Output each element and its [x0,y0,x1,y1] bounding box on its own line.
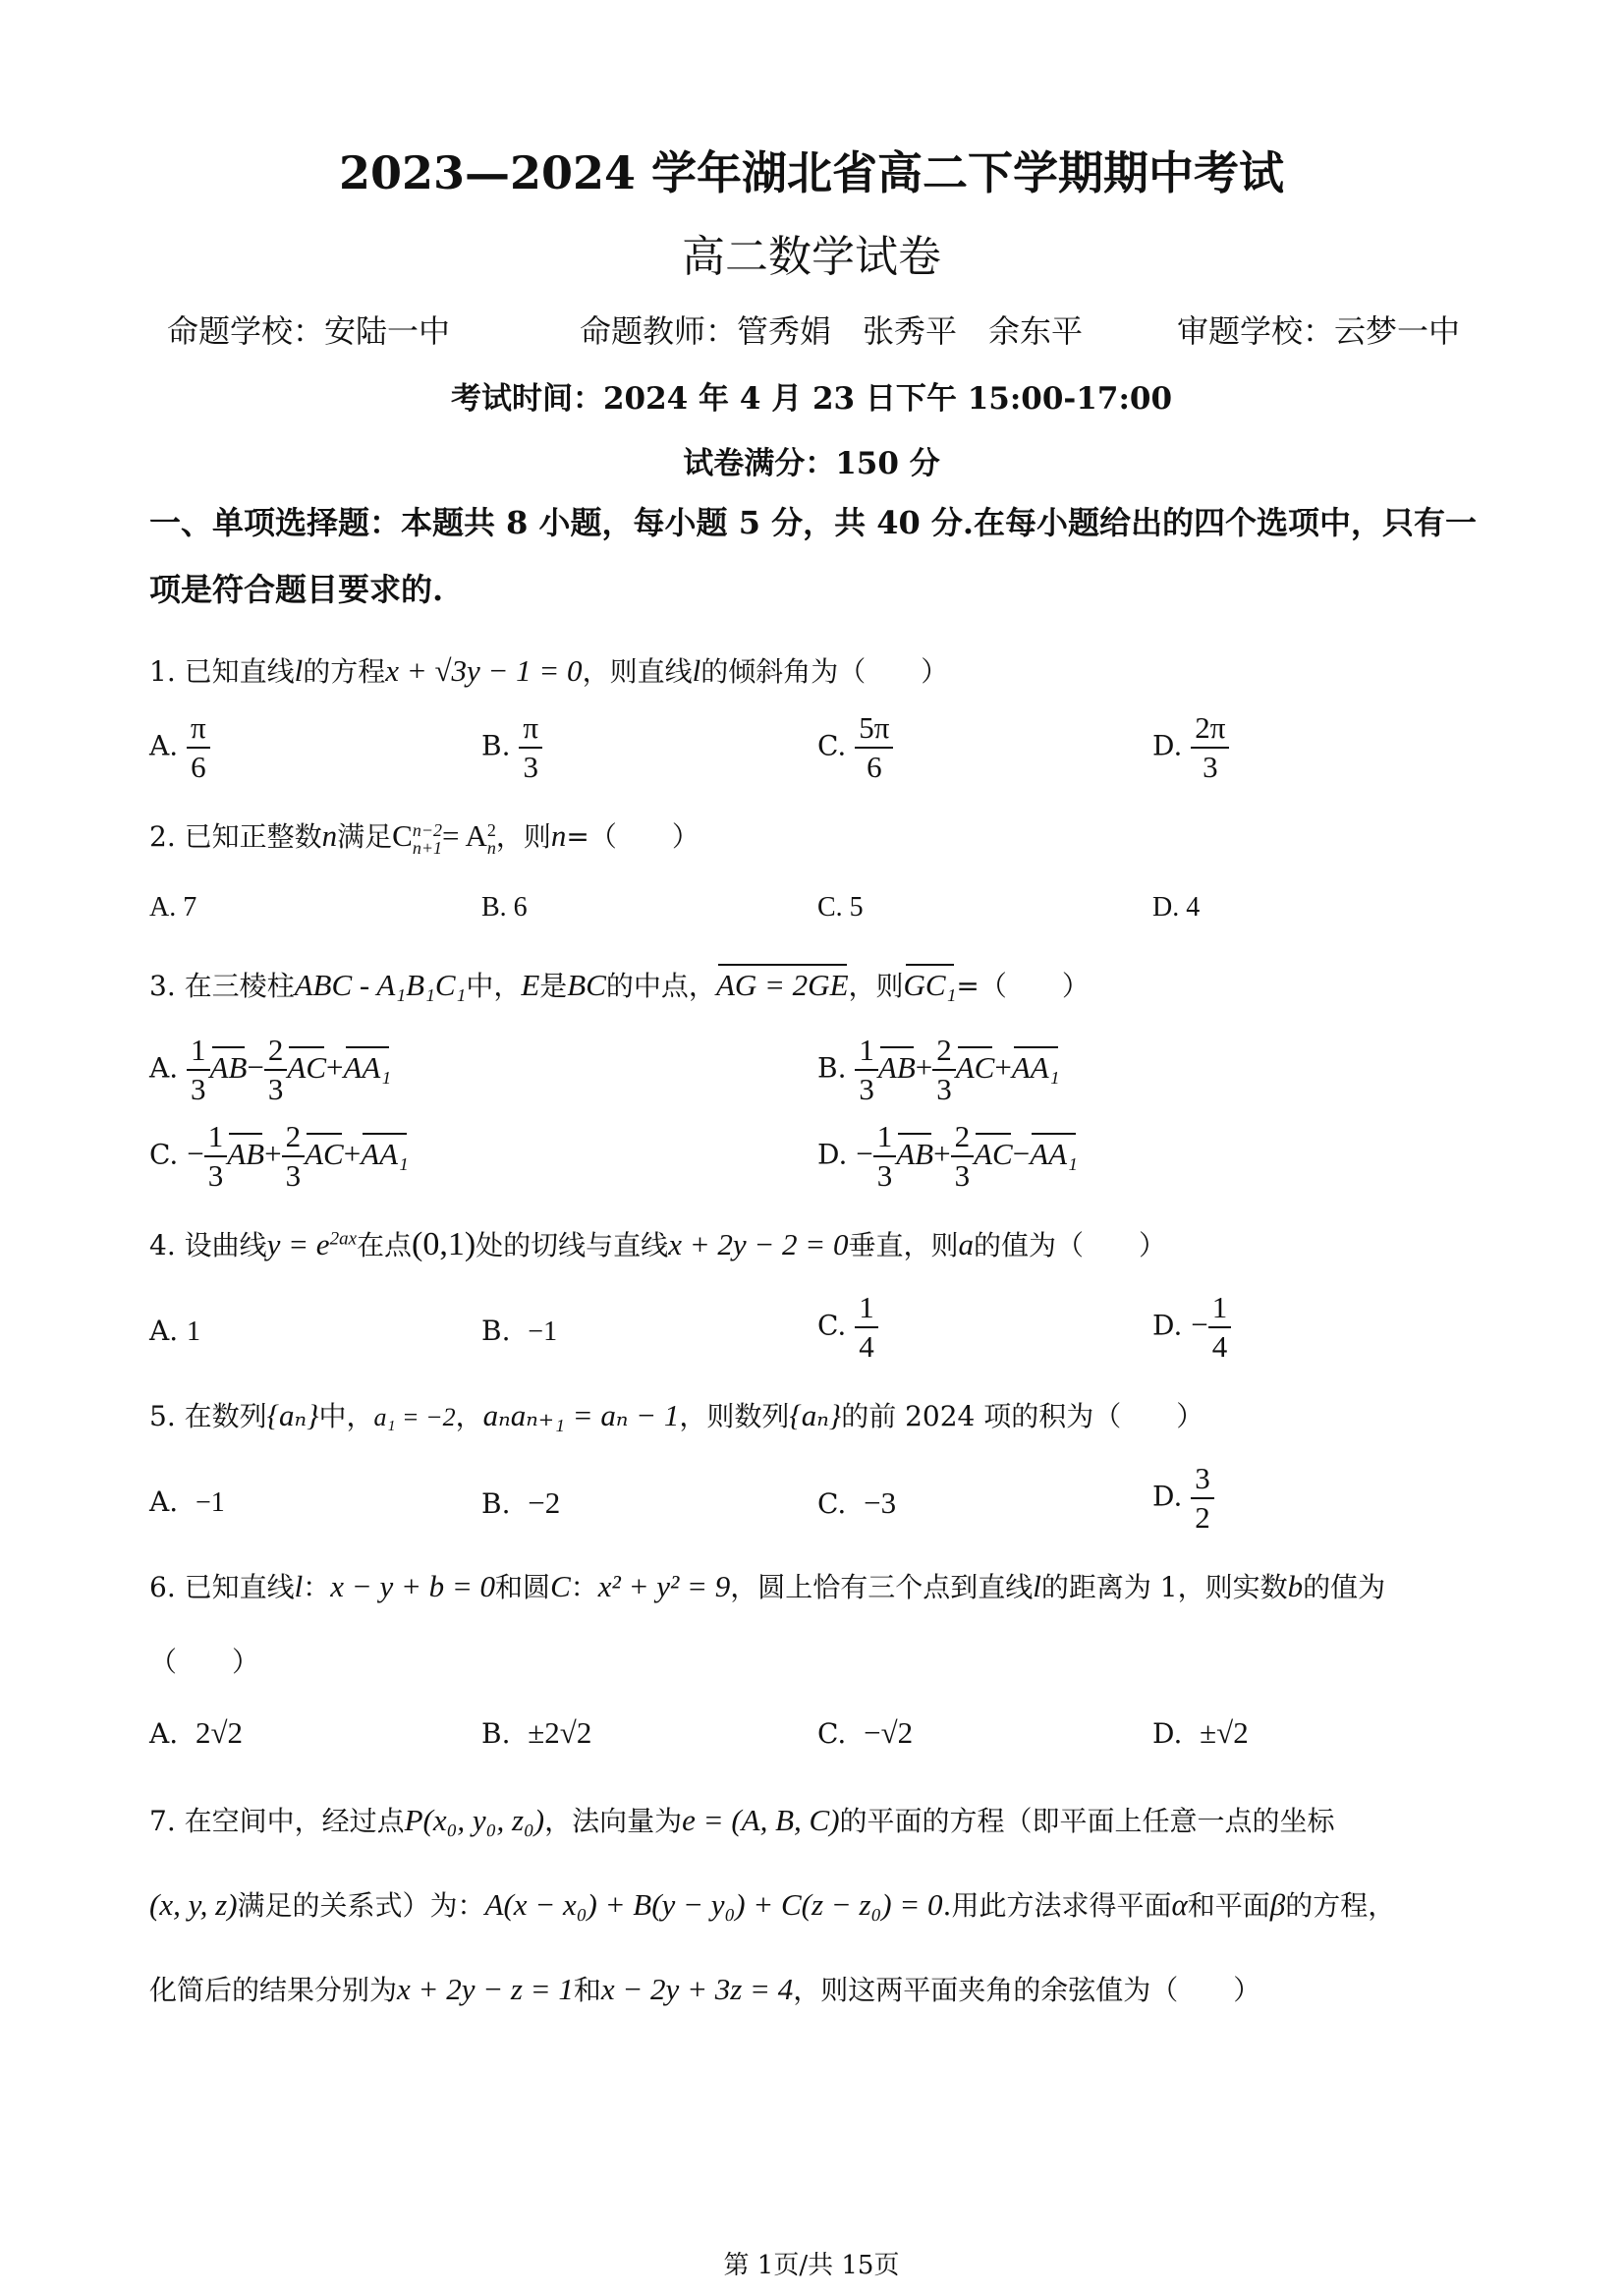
numerator: 1 [855,1289,878,1328]
option-fraction [519,709,542,786]
q7-text-1a: 7. 在空间中，经过点 [149,1805,405,1837]
q6-suffix2: 的距离为 1，则实数 [1040,1571,1288,1603]
paper-subtitle: 高二数学试卷 [682,232,941,282]
question-4 [149,1224,1166,1263]
q3-mid4: ，则 [848,970,904,1002]
q2-option-b: B. 6 [481,892,528,923]
numerator: 1 [204,1118,228,1157]
q5-suffix2: 的前 2024 项的积为（ ） [841,1400,1204,1432]
q1-option-d [1152,709,1229,786]
option-value: ±2√2 [528,1715,592,1750]
q6-option-b [481,1715,591,1751]
vector-ab: AB [896,1136,934,1171]
option-letter: C. [817,1487,847,1520]
q7-plane-2: x − 2y + 3z = 4 [600,1972,794,2006]
setting-school: 命题学校：安陆一中 [167,312,451,350]
q1-prefix: 1. 已知直线 [149,655,295,688]
q1-option-b [481,709,542,786]
option-letter: B. [481,729,511,762]
option-fraction [1191,1460,1214,1537]
operator: + [994,1049,1012,1085]
denominator: 3 [954,1158,971,1193]
option-letter: B. [481,1717,511,1750]
option-letter: A. [149,1315,179,1347]
option-coef-1 [204,1118,228,1195]
option-sign: − [187,1136,204,1171]
q2-comb: C [392,818,413,853]
option-letter: B. [817,1051,847,1085]
q5-option-d [1152,1460,1214,1537]
numerator: 5π [855,709,893,749]
operator: + [264,1136,282,1171]
numerator: π [187,709,210,749]
q2-mid: 满足 [337,820,393,853]
numerator: 1 [187,1032,210,1071]
q7-normal-vector: e = (A, B, C) [682,1803,840,1837]
vector-aa1: AA₁ [1030,1136,1078,1171]
denominator: 3 [859,1072,874,1106]
q5-sep: ， [455,1400,483,1432]
page-number: 第 1页/共 15页 [723,2251,900,2280]
q1-suffix: ，则直线 [582,655,693,688]
numerator: 2 [282,1118,306,1157]
q4-mid: 在点 [357,1229,413,1261]
q3-mid2: 是 [539,970,568,1002]
option-value: ±√2 [1200,1715,1249,1750]
option-sign: − [856,1136,873,1171]
question-7-line-3 [149,1969,1260,2008]
operator: − [1012,1136,1031,1171]
q7-text-2b: .用此方法求得平面 [942,1889,1172,1922]
q2-sub: n+1 [412,837,442,858]
denominator: 3 [1203,750,1218,784]
option-fraction [1208,1289,1232,1366]
question-5 [149,1395,1203,1434]
vector-ab: AB [209,1049,248,1085]
q2-option-a: A. 7 [149,892,197,923]
vector-ab: AB [227,1136,265,1171]
q7-plane-equation: A(x − x₀) + B(y − y₀) + C(z − z₀) = 0 [484,1887,943,1922]
denominator: 4 [1211,1329,1228,1364]
option-letter: A. [149,729,179,762]
q2-sup: n−2 [412,819,442,840]
q2-sub2: n [486,837,496,858]
denominator: 3 [207,1158,224,1193]
q3-option-d [817,1118,1078,1195]
denominator: 3 [285,1158,302,1193]
q6-suffix3: 的值为 [1303,1571,1386,1603]
q2-perm: = A [441,818,487,853]
option-letter: C. [149,1138,179,1171]
q5-sequence-2: {aₙ} [789,1398,842,1432]
q7-beta: β [1269,1887,1286,1922]
vector-ab: AB [877,1049,916,1085]
q4-point: (0,1) [412,1226,476,1262]
q4-prefix: 4. 设曲线 [149,1229,267,1261]
question-1 [149,650,948,690]
option-coef-1 [187,1032,210,1108]
option-letter: B. [481,1487,511,1520]
numerator: 2 [951,1118,975,1157]
denominator: 3 [523,750,538,784]
exam-time: 考试时间：2024 年 4 月 23 日下午 15:00-17:00 [450,381,1173,417]
operator: + [915,1049,933,1085]
q4-option-d [1152,1289,1231,1366]
q5-option-b [481,1485,560,1521]
denominator: 3 [267,1072,284,1106]
q3-prism: ABC - A₁B₁C₁ [294,968,467,1002]
q6-option-c [817,1715,913,1751]
numerator: 1 [1208,1289,1232,1328]
denominator: 6 [867,750,882,784]
option-coef-2 [264,1032,288,1108]
option-letter: D. [1152,1480,1183,1513]
q7-plane-1: x + 2y − z = 1 [397,1972,574,2006]
q3-option-c [149,1118,409,1195]
q4-exponent: 2ax [329,1228,357,1250]
q2-var-n-2: n [550,818,567,853]
q5-a1: a₁ = −2 [373,1403,456,1431]
q1-option-a [149,709,210,786]
q1-var-l-2: l [692,653,701,688]
option-letter: C. [817,1309,847,1342]
option-fraction [187,709,210,786]
q6-prefix: 6. 已知直线 [149,1571,295,1603]
q7-text-3c: ，则这两平面夹角的余弦值为（ ） [793,1974,1261,2006]
option-fraction [1191,709,1229,786]
q3-vector-gc1: GC₁ [903,968,957,1002]
q6-answer-paren: （ ） [149,1646,260,1678]
q6-mid: 和圆 [495,1571,551,1603]
option-letter: D. [817,1138,848,1171]
q7-text-3b: 和 [573,1974,601,2006]
q2-var-n: n [321,818,338,853]
denominator: 3 [936,1072,952,1106]
q4-mid2: 处的切线与直线 [476,1229,669,1261]
q4-option-c [817,1289,878,1366]
option-sign: − [1191,1307,1208,1342]
option-letter: D. [1152,729,1183,762]
q6-suffix: ，圆上恰有三个点到直线 [730,1571,1034,1603]
q5-option-c [817,1485,896,1521]
q4-curve: y = e [266,1227,330,1261]
denominator: 3 [191,1072,206,1106]
question-7-line-1 [149,1800,1335,1839]
q6-option-d [1152,1715,1249,1751]
option-value: −√2 [864,1715,914,1750]
q3-option-a [149,1032,391,1108]
full-score: 试卷满分：150 分 [683,446,940,481]
q2-sup2: 2 [486,819,496,840]
q6-circle: x² + y² = 9 [597,1569,731,1603]
q2-prefix: 2. 已知正整数 [149,820,322,853]
q7-text-2c: 和平面 [1187,1889,1270,1922]
option-letter: A. [149,1485,179,1518]
q2-suffix2: =（ ） [566,820,700,853]
exam-title: 2023—2024 学年湖北省高二下学期期中考试 [338,146,1285,199]
q3-suffix: =（ ） [956,970,1090,1002]
denominator: 4 [859,1329,874,1364]
q7-xyz: (x, y, z) [149,1887,238,1922]
q4-suffix: 垂直，则 [848,1229,959,1261]
q6-line: x − y + b = 0 [330,1569,496,1603]
q4-suffix2: 的值为（ ） [973,1229,1166,1261]
q3-vector-relation: AG = 2GE [715,968,849,1002]
q2-option-c: C. 5 [817,892,864,923]
vector-aa1: AA₁ [361,1136,409,1171]
q5-sequence: {aₙ} [266,1398,319,1432]
q5-mid: 中， [318,1400,374,1432]
q2-suffix: ，则 [495,820,551,853]
option-letter: C. [817,729,847,762]
q3-mid3: 的中点， [605,970,716,1002]
vector-ac: AC [955,1049,995,1085]
option-value: 2√2 [195,1715,243,1750]
q7-text-1b: ，法向量为 [544,1805,683,1837]
vector-aa1: AA₁ [343,1049,392,1085]
numerator: 2 [264,1032,288,1071]
q7-text-2a: 满足的关系式）为： [237,1889,485,1922]
option-coef-2 [282,1118,306,1195]
numerator: 3 [1191,1460,1214,1499]
q1-equation: x + √3y − 1 = 0 [385,653,583,688]
q4-line: x + 2y − 2 = 0 [668,1227,849,1261]
vector-ac: AC [305,1136,344,1171]
q4-option-b [481,1315,557,1348]
option-letter: D. [1152,1309,1183,1342]
q3-prefix: 3. 在三棱柱 [149,970,295,1002]
q5-relation: aₙaₙ₊₁ = aₙ − 1 [482,1398,680,1432]
q1-mid: 的方程 [303,655,386,688]
q3-mid: 中， [466,970,522,1002]
vector-ac: AC [974,1136,1013,1171]
q1-option-c [817,709,893,786]
question-3 [149,965,1090,1004]
denominator: 2 [1195,1500,1210,1535]
q7-text-1c: 的平面的方程（即平面上任意一点的坐标 [839,1805,1335,1837]
operator: − [247,1049,264,1085]
q1-var-l: l [294,653,304,688]
question-2 [149,815,700,857]
option-coef-1 [873,1118,897,1195]
option-value: −1 [195,1487,225,1518]
denominator: 3 [876,1158,893,1193]
q3-var-e: E [521,968,540,1002]
option-fraction [855,709,893,786]
operator: + [933,1136,951,1171]
q6-colon: ： [303,1571,331,1603]
q7-text-2d: 的方程， [1285,1889,1396,1922]
q2-perm-indices [487,821,496,857]
vector-aa1: AA₁ [1011,1049,1060,1085]
option-letter: B. [481,1315,511,1347]
q3-option-b [817,1032,1060,1108]
operator: + [343,1136,362,1171]
q4-var-a: a [958,1227,974,1261]
q2-comb-indices [413,821,442,857]
q3-bc: BC [567,968,606,1002]
option-coef-2 [932,1032,956,1108]
section-heading-line2: 项是符合题目要求的. [149,571,444,608]
q7-alpha: α [1171,1887,1188,1922]
question-6 [149,1566,1385,1605]
option-letter: A. [149,1051,179,1085]
numerator: 1 [855,1032,878,1071]
q6-var-l: l [294,1569,304,1603]
q5-suffix: ，则数列 [679,1400,790,1432]
section-heading-line1: 一、单项选择题：本题共 8 小题，每小题 5 分，共 40 分.在每小题给出的四个选项中，只有一 [149,504,1478,541]
denominator: 6 [191,750,206,784]
option-letter: A. [149,1717,179,1750]
numerator: 1 [873,1118,897,1157]
q1-suffix2: 的倾斜角为（ ） [700,655,949,688]
question-7-line-2 [149,1884,1395,1924]
q6-var-b: b [1287,1569,1304,1603]
setting-teachers: 命题教师：管秀娟 张秀平 余东平 [580,312,1084,350]
q6-var-l-2: l [1033,1569,1041,1603]
option-letter: C. [817,1717,847,1750]
q6-option-a [149,1715,243,1751]
q7-point: P(x₀, y₀, z₀) [404,1803,545,1837]
q5-prefix: 5. 在数列 [149,1400,267,1432]
option-coef-2 [951,1118,975,1195]
option-coef-1 [855,1032,878,1108]
q5-option-a [149,1485,225,1519]
vector-ac: AC [287,1049,327,1085]
q6-colon-2: ： [570,1571,598,1603]
q4-option-a [149,1315,200,1348]
numerator: π [519,709,542,749]
numerator: 2 [932,1032,956,1071]
q2-option-d: D. 4 [1152,892,1201,923]
q6-var-c: C [550,1569,571,1603]
option-letter: D. [1152,1717,1183,1750]
operator: + [326,1049,344,1085]
option-value: −2 [528,1485,561,1520]
option-value: 1 [187,1316,201,1347]
option-value: −3 [864,1485,897,1520]
review-school: 审题学校：云梦一中 [1177,312,1461,350]
q7-text-3a: 化简后的结果分别为 [149,1974,398,2006]
option-value: −1 [528,1316,558,1347]
numerator: 2π [1191,709,1229,749]
option-fraction [855,1289,878,1366]
